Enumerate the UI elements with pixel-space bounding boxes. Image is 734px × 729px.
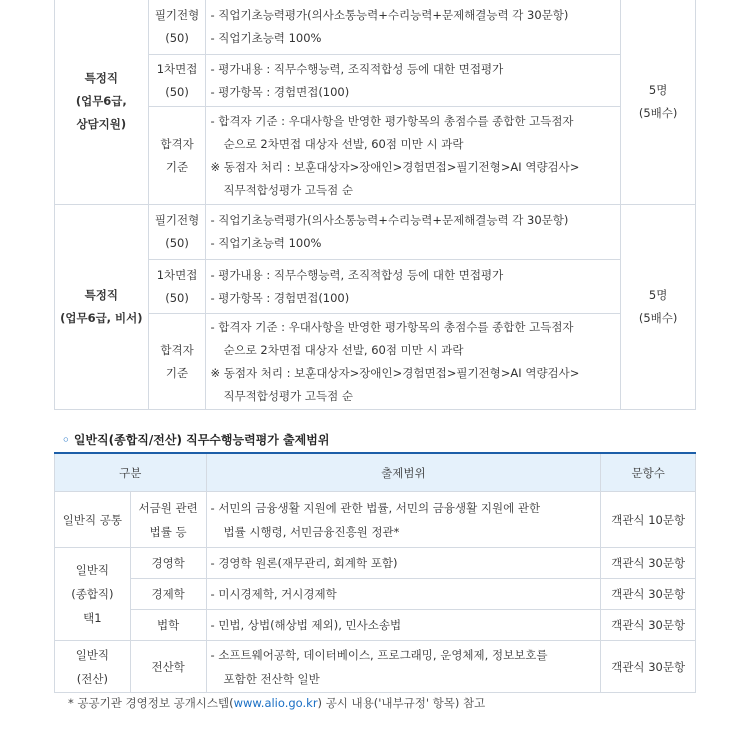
block2-interview-stage: 1차면접 (50): [148, 260, 206, 314]
general-sub: 법학: [130, 610, 206, 641]
block2-interview-content: - 평가내용 : 직무수행능력, 조직적합성 등에 대한 면접평가 - 평가항목 : 경험면접(100): [206, 260, 621, 314]
block1-label: 특정직 (업무6급, 상담지원): [55, 0, 149, 205]
block2-written-content: - 직업기초능력평가(의사소통능력+수리능력+문제해결능력 각 30문항) - 직업기초능력 100%: [206, 205, 621, 260]
common-count: 객관식 10문항: [601, 492, 696, 548]
it-label: 일반직 (전산): [55, 641, 131, 693]
general-count: 객관식 30문항: [601, 610, 696, 641]
common-scope: - 서민의 금융생활 지원에 관한 법률, 서민의 금융생활 지원에 관한 법률 시행령, 서민금융진흥원 정관*: [206, 492, 601, 548]
it-scope: - 소프트웨어공학, 데이터베이스, 프로그래밍, 운영체제, 정보보호를 포함한 전산학 일반: [206, 641, 601, 693]
general-scope: - 경영학 원론(재무관리, 회계학 포함): [206, 548, 601, 579]
block1-count: 5명 (5배수): [621, 0, 696, 205]
general-sub: 경영학: [130, 548, 206, 579]
selection-table: [54, 0, 696, 410]
general-sub: 경제학: [130, 579, 206, 610]
it-sub: 전산학: [130, 641, 206, 693]
general-count: 객관식 30문항: [601, 579, 696, 610]
common-sub: 서금원 관련 법률 등: [130, 492, 206, 548]
block2-pass-content: - 합격자 기준 : 우대사항을 반영한 평가항목의 총점수를 종합한 고득점자 순으로 2차면접 대상자 선발, 60점 미만 시 과락 ※ 동점자 처리 : 보훈대상자>장애인>경험면접>필기전형>AI 역량검사> 직무적합성평가 고득점 순: [206, 314, 621, 410]
general-scope: - 민법, 상법(해상법 제외), 민사소송법: [206, 610, 601, 641]
block2-label: 특정직 (업무6급, 비서): [55, 205, 149, 410]
block1-written-stage: 필기전형 (50): [148, 0, 206, 55]
general-label: 일반직 (종합직) 택1: [55, 548, 131, 641]
header-category: 구분: [55, 453, 207, 492]
block2-pass-stage: 합격자 기준: [148, 314, 206, 410]
header-scope: 출제범위: [206, 453, 601, 492]
common-label: 일반직 공통: [55, 492, 131, 548]
section-title: ◦ 일반직(종합직/전산) 직무수행능력평가 출제범위: [62, 433, 330, 447]
block1-written-content: - 직업기초능력평가(의사소통능력+수리능력+문제해결능력 각 30문항) - 직업기초능력 100%: [206, 0, 621, 55]
it-count: 객관식 30문항: [601, 641, 696, 693]
footnote: * 공공기관 경영정보 공개시스템(www.alio.go.kr) 공시 내용('내부규정' 항목) 참고: [68, 696, 486, 710]
alio-link[interactable]: www.alio.go.kr: [233, 696, 318, 710]
header-count: 문항수: [601, 453, 696, 492]
block2-count: 5명 (5배수): [621, 205, 696, 410]
exam-scope-table: [54, 452, 696, 693]
block1-interview-stage: 1차면접 (50): [148, 55, 206, 107]
general-count: 객관식 30문항: [601, 548, 696, 579]
block2-written-stage: 필기전형 (50): [148, 205, 206, 260]
block1-pass-stage: 합격자 기준: [148, 107, 206, 205]
block1-interview-content: - 평가내용 : 직무수행능력, 조직적합성 등에 대한 면접평가 - 평가항목 : 경험면접(100): [206, 55, 621, 107]
block1-pass-content: - 합격자 기준 : 우대사항을 반영한 평가항목의 총점수를 종합한 고득점자 순으로 2차면접 대상자 선발, 60점 미만 시 과락 ※ 동점자 처리 : 보훈대상자>장애인>경험면접>필기전형>AI 역량검사> 직무적합성평가 고득점 순: [206, 107, 621, 205]
bullet-icon: ◦: [62, 433, 70, 447]
general-scope: - 미시경제학, 거시경제학: [206, 579, 601, 610]
